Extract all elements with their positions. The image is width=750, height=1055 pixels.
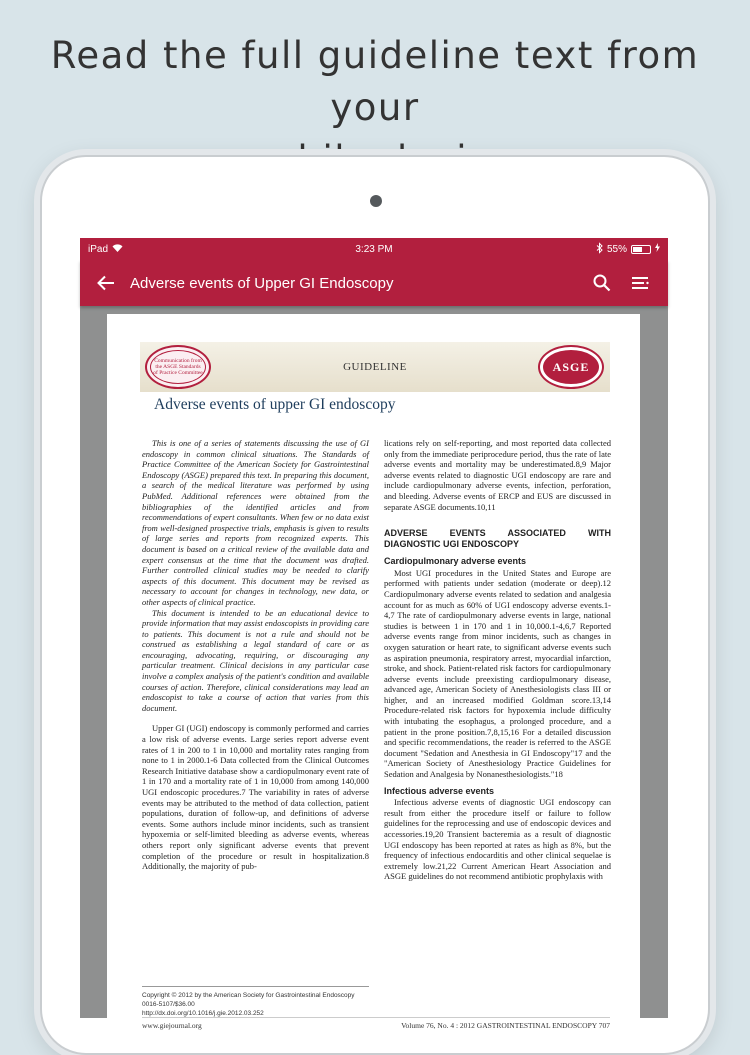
document-title: Adverse events of upper GI endoscopy xyxy=(154,396,396,413)
battery-icon xyxy=(631,245,651,254)
page-footer xyxy=(142,1017,610,1030)
arrow-left-icon xyxy=(97,275,115,291)
footer-website: www.giejournal.org xyxy=(142,1021,202,1030)
copyright-notice xyxy=(142,986,369,1018)
intro-paragraph: This is one of a series of statements discussing the use of GI endoscopy in common clinical situations. The Standards of Practice Committee of the American Society for Gastrointestinal Endoscopy (ASGE) prepared this text. In preparing this document, a search of the medical literature was performed by using PubMed. Additional references were obtained from the bibliographies of the identified articles and from recommendations of expert consultants. When few or no data exist from well-designed prospective trials, emphasis is given to results of large series and reports from recognized experts. This document is based on a critical review of the available data and expert consensus at the time that the document was drafted. Further controlled clinical studies may be needed to clarify aspects of this document. This document may be revised as necessary to account for changes in technology, new data, or other aspects of clinical practice. xyxy=(142,438,369,607)
subsection-heading-infectious: Infectious adverse events xyxy=(384,785,495,796)
doi-link[interactable]: http://dx.doi.org/10.1016/j.gie.2012.03.252 xyxy=(142,1010,264,1017)
copyright-price: 0016-5107/$36.00 xyxy=(142,1001,195,1008)
asge-logo-text: ASGE xyxy=(543,350,599,384)
asge-logo xyxy=(538,345,604,389)
banner-label: GUIDELINE xyxy=(343,361,407,373)
body-paragraph-continued: lications rely on self-reporting, and most reported data collected only from the immediate periprocedure period, thus the rate of late adverse events and mortality may be underestimated.8,9 Major adverse events related to diagnostic UGI endoscopy are rare and include cardiopulmonary adverse events, infection, perforation, and bleeding. Adverse events of ERCP and EUS are discussed in separate ASGE documents.10,11 xyxy=(384,438,611,512)
left-column xyxy=(142,438,369,872)
app-bar xyxy=(80,260,668,306)
infectious-paragraph: Infectious adverse events of diagnostic UGI endoscopy can result from either the procedure itself or failure to follow guidelines for the reprocessing and use of endoscopic devices and accessories.19,20 Transient bacteremia as a result of diagnostic UGI endoscopy has been reported at rates as high as 8%, but the frequency of infectious endocarditis and other clinical sequelae is extremely low.21,22 Current American Heart Association and ASGE guidelines do not recommend antibiotic prophylaxis with xyxy=(384,797,611,882)
disclaimer-paragraph: This document is intended to be an educational device to provide information that may assist endoscopists in providing care to patients. This document is not a rule and should not be construed as establishing a legal standard of care or as encouraging, advocating, requiring, or discouraging any particular treatment. Clinical decisions in any particular case involve a complex analysis of the patient's condition and available courses of action. Therefore, clinical considerations may lead an endoscopist to take a course of action that varies from this document. xyxy=(142,607,369,713)
document-page[interactable] xyxy=(107,314,640,1034)
status-bar xyxy=(80,238,668,260)
charging-icon xyxy=(655,243,660,255)
appbar-title: Adverse events of Upper GI Endoscopy xyxy=(130,274,394,292)
app-screen xyxy=(80,238,668,1030)
committee-seal-text: Communication from the ASGE Standards of Practice Committee xyxy=(150,350,206,384)
body-paragraph: Upper GI (UGI) endoscopy is commonly performed and carries a low risk of adverse events. Large series report adverse event rates of 1 in 200 to 1 in 10,000 and mortality rates ranging from none to 1 in 2000.1-6 Data collected from the Clinical Outcomes Research Initiative database show a cardiopulmonary event rate of 1 in 170 and a mortality rate of 1 in 10,000 from among 140,000 UGI endoscopic procedures.7 The variability in rates of adverse events may be attributed to the method of data collection, patient populations, duration of follow-up, and definitions of adverse events. Some authors include minor incidents, such as transient hypoxemia or self-limited bleeding as adverse events, whereas others report only significant adverse events that prevent completion of the procedure or result in hospitalization.8 Additionally, the majority of pub- xyxy=(142,723,369,872)
search-icon xyxy=(593,274,611,292)
cardiopulmonary-paragraph: Most UGI procedures in the United States and Europe are performed with patients under sedation (moderate or deep).12 Cardiopulmonary adverse events related to sedation and analgesia account for as much as 60% of UGI endoscopy adverse events.1-4,7 The rate of cardiopulmonary adverse events in large, national studies is between 1 in 170 and 1 in 10,000.1-4,6,7 Reported adverse events range from minor incidents, such as changes in oxygen saturation or heart rate, to significant adverse events such as aspiration pneumonia, respiratory arrest, myocardial infarction, stroke, and shock. Patient-related risk factors for cardiopulmonary adverse events include preexisting cardiopulmonary disease, advanced age, American Society of Anesthesiologists class III or higher, and an increased modified Goldman score.13,14 Procedure-related risk factors for hypoxemia include difficulty with intubating the esophagus, a prolonged procedure, and a patient in the prone position.7,8,15,16 For a detailed discussion and specific recommendations, the reader is referred to the ASGE document "Sedation and Anesthesia in GI Endoscopy"17 and the "American Society of Anesthesiology Practice Guidelines for Sedation and Analgesia by Nonanesthesiologists."18 xyxy=(384,567,611,780)
battery-level xyxy=(633,247,642,252)
subsection-heading-cardiopulmonary: Cardiopulmonary adverse events xyxy=(384,556,527,567)
footer-citation: Volume 76, No. 4 : 2012 GASTROINTESTINAL ENDOSCOPY 707 xyxy=(401,1021,610,1030)
camera-icon xyxy=(370,195,382,207)
right-column xyxy=(384,438,611,882)
back-button[interactable] xyxy=(92,269,120,297)
promo-headline-line1: Read the full guideline text from your xyxy=(50,34,700,129)
device-label: iPad xyxy=(88,243,109,255)
wifi-icon xyxy=(112,244,123,255)
status-time: 3:23 PM xyxy=(355,243,393,255)
menu-button[interactable] xyxy=(624,267,656,299)
search-button[interactable] xyxy=(586,267,618,299)
copyright-line: Copyright © 2012 by the American Society for Gastrointestinal Endoscopy xyxy=(142,992,355,999)
battery-percent: 55% xyxy=(606,243,627,255)
bluetooth-icon xyxy=(597,243,603,256)
section-heading: ADVERSE EVENTS ASSOCIATED WITH DIAGNOSTIC UGI ENDOSCOPY xyxy=(384,528,611,550)
list-menu-icon xyxy=(631,276,649,290)
guideline-banner xyxy=(140,342,610,392)
